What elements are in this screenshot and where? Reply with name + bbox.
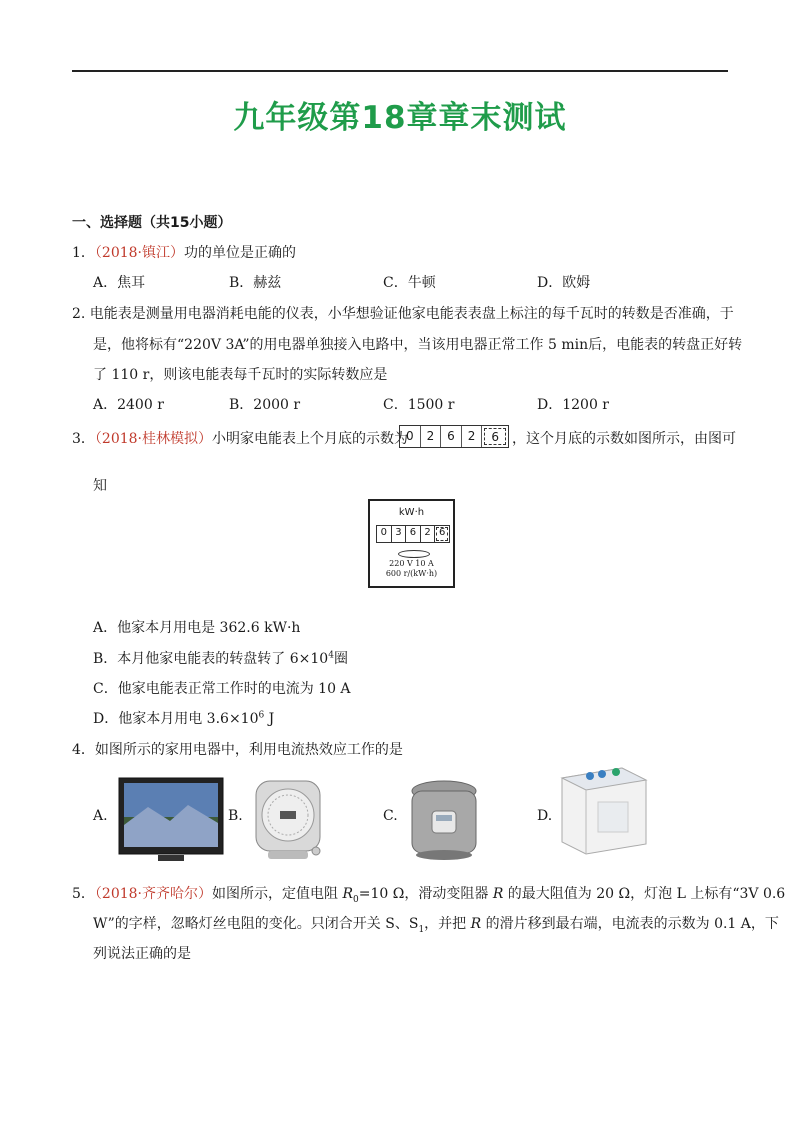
q5-text: =10 Ω，滑动变阻器: [358, 886, 493, 902]
q5-text: 的最大阻值为 20 Ω，灯泡 L 上标有“3V 0.6: [503, 886, 786, 902]
q3-option-a: A．他家本月用电是 362.6 kW·h: [93, 620, 301, 636]
q2-option-b: B．2000 r: [229, 397, 301, 413]
q2-line-2: 是，他将标有“220V 3A”的用电器单独接入电路中，当该用电器正常工作 5 min后，电能表的转盘正好转: [93, 337, 743, 353]
meter-digit: 0: [400, 426, 421, 447]
q3-option-c: C．他家电能表正常工作时的电流为 10 A: [93, 681, 351, 697]
q4-label-a: A.: [93, 808, 108, 824]
meter-digit: 2: [462, 426, 483, 447]
meter-digit: 6: [406, 526, 421, 542]
meter-digit: 2: [421, 526, 436, 542]
q5-number: 5．: [72, 886, 95, 902]
q2-line-1: 2. 电能表是测量用电器消耗电能的仪表，小华想验证他家电能表表盘上标注的每千瓦时的转数是否准确，于: [72, 306, 734, 322]
q5-r-symbol: R: [492, 886, 504, 902]
last-month-meter-reading: [399, 425, 509, 448]
q4-label-c: C.: [383, 808, 398, 824]
meter-spec-voltage: 220 V 10 A: [389, 559, 434, 568]
q3-option-d-suffix: J: [264, 711, 275, 727]
meter-digits: [376, 525, 450, 543]
electric-fan-image: [250, 777, 326, 863]
q1-text: 功的单位是正确的: [184, 245, 297, 261]
q3-option-b: [93, 648, 348, 668]
q3-option-b-text: B．本月他家电能表的转盘转了 6×10: [93, 651, 329, 667]
q2-option-a: A．2400 r: [93, 397, 164, 413]
q2-line-3: 了 110 r，则该电能表每千瓦时的实际转数应是: [93, 367, 388, 383]
q1-option-b: B．赫兹: [229, 275, 282, 291]
q3-text-before: 小明家电能表上个月底的示数为: [212, 431, 409, 447]
question-3: [72, 428, 408, 448]
q2-option-c: C．1500 r: [383, 397, 455, 413]
q5-line-3: 列说法正确的是: [93, 946, 191, 962]
q3-option-d-exponent: 6: [258, 710, 265, 721]
q5-line-2: [93, 913, 779, 935]
television-image: [118, 777, 224, 863]
q5-s1-subscript: 1: [418, 924, 425, 935]
meter-digit-decimal: 6: [435, 526, 449, 542]
q1-option-d: D．欧姆: [537, 275, 591, 291]
meter-digit: 0: [377, 526, 392, 542]
q5-line-1: [72, 883, 785, 905]
q3-option-b-exponent: 4: [328, 650, 334, 661]
meter-disc-icon: [398, 550, 430, 558]
q4-label-d: D.: [537, 808, 553, 824]
meter-spec-revs: 600 r/(kW·h): [385, 569, 438, 578]
q5-text: W”的字样，忽略灯丝电阻的变化。只闭合开关 S、S: [93, 916, 419, 932]
top-rule: [72, 70, 728, 72]
q5-text: 的滑片移到最右端，电流表的示数为 0.1 A，下: [481, 916, 779, 932]
meter-digit: 6: [441, 426, 462, 447]
q1-option-c: C．牛顿: [383, 275, 436, 291]
q3-option-d: [93, 708, 274, 728]
meter-digit-decimal: 6: [484, 428, 506, 445]
q1-number: 1．: [72, 245, 95, 261]
q2-option-d: D．1200 r: [537, 397, 609, 413]
q3-text-after: ，这个月底的示数如图所示，由图可: [512, 431, 736, 447]
question-1: [72, 242, 296, 262]
q5-r-symbol: R: [470, 916, 482, 932]
q3-number: 3．: [72, 431, 95, 447]
q1-option-a: A．焦耳: [93, 275, 146, 291]
meter-digit: 3: [392, 526, 407, 542]
meter-digit: 2: [421, 426, 442, 447]
electric-meter-figure: [368, 499, 455, 588]
q4-label-b: B.: [228, 808, 243, 824]
q3-option-d-text: D．他家本月用电 3.6×10: [93, 711, 259, 727]
meter-unit: kW·h: [398, 507, 425, 518]
q5-text: ，并把: [424, 916, 471, 932]
page-title: 九年级第18章章末测试: [233, 100, 567, 136]
q4-text: 4．如图所示的家用电器中，利用电流热效应工作的是: [72, 742, 403, 758]
rice-cooker-image: [406, 777, 482, 863]
q3-option-b-suffix: 圈: [333, 651, 348, 667]
q3-line-2: 知: [93, 478, 107, 494]
q3-source: （2018·桂林模拟）: [94, 431, 213, 447]
q5-text: 如图所示，定值电阻: [212, 886, 343, 902]
q1-source: （2018·镇江）: [94, 245, 185, 261]
washing-machine-image: [558, 762, 650, 860]
section-heading: 一、选择题（共15小题）: [72, 215, 232, 231]
q5-source: （2018·齐齐哈尔）: [94, 886, 213, 902]
q5-r0-subscript: 0: [353, 894, 359, 905]
q5-r0-symbol: R: [342, 886, 354, 902]
